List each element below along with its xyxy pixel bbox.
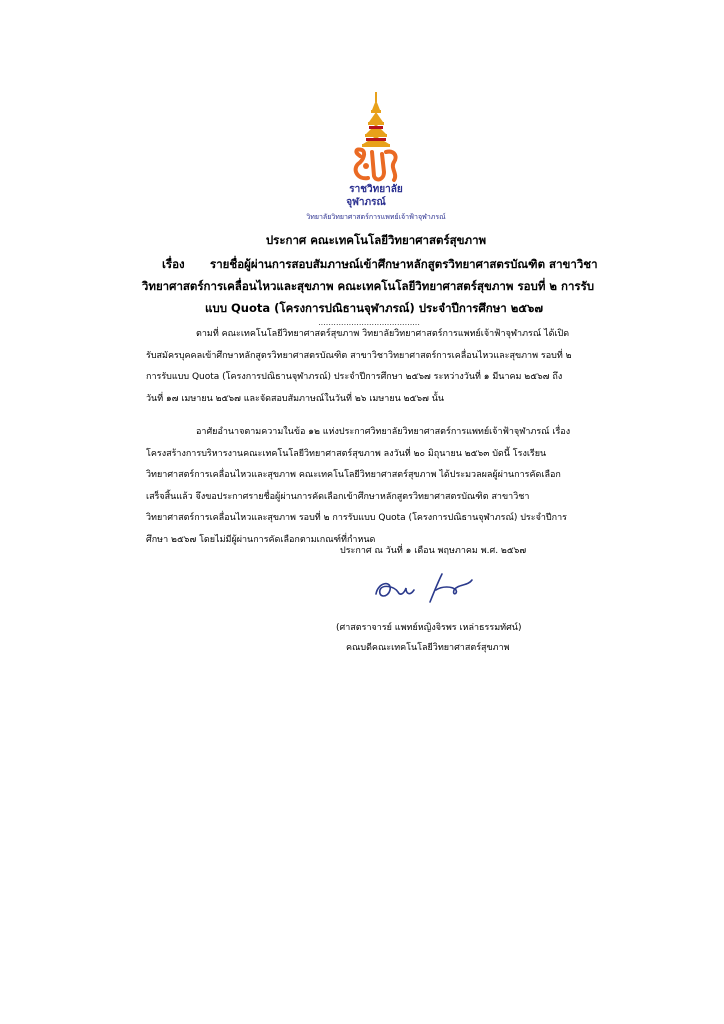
paragraph-2-line: วิทยาศาสตร์การเคลื่อนไหวและสุขภาพ รอบที่ ๒ การรับแบบ Quota (โครงการปณิธานจุฬาภรณ์) ประจำปีการ <box>146 513 567 523</box>
logo-name-line2: จุฬาภรณ์ <box>346 197 386 208</box>
logo-name-line1: ราชวิทยาลัย <box>349 184 403 195</box>
chulabhorn-royal-academy-logo <box>336 90 416 190</box>
separator-line: ........................................ <box>318 318 420 327</box>
subject-label: เรื่อง <box>162 257 185 271</box>
signer-name: (ศาสตราจารย์ แพทย์หญิงจิรพร เหล่าธรรมทัศน์) <box>336 623 522 633</box>
dean-signature <box>372 568 476 608</box>
paragraph-2-line: โครงสร้างการบริหารงานคณะเทคโนโลยีวิทยาศาสตร์สุขภาพ ลงวันที่ ๒๐ มิถุนายน ๒๕๖๓ บัดนี้ โรงเรียน <box>146 448 547 459</box>
announcement-title: ประกาศ คณะเทคโนโลยีวิทยาศาสตร์สุขภาพ <box>265 233 487 247</box>
subject-line-1: รายชื่อผู้ผ่านการสอบสัมภาษณ์เข้าศึกษาหลักสูตรวิทยาศาสตรบัณฑิต สาขาวิชา <box>210 257 598 271</box>
announcement-date: ประกาศ ณ วันที่ ๑ เดือน พฤษภาคม พ.ศ. ๒๕๖๗ <box>340 546 527 556</box>
paragraph-1-line: การรับแบบ Quota (โครงการปณิธานจุฬาภรณ์) ประจำปีการศึกษา ๒๕๖๗ ระหว่างวันที่ ๑ มีนาคม ๒๕๖๗ ถึง <box>146 372 563 382</box>
paragraph-2-line: ศึกษา ๒๕๖๗ โดยไม่มีผู้ผ่านการคัดเลือกตามเกณฑ์ที่กำหนด <box>146 534 376 545</box>
paragraph-2 <box>146 422 608 551</box>
paragraph-2-line: วิทยาศาสตร์การเคลื่อนไหวและสุขภาพ คณะเทคโนโลยีวิทยาศาสตร์สุขภาพ ได้ประมวลผลผู้ผ่านการคัดเลือก <box>146 470 561 480</box>
paragraph-1-line: ตามที่ คณะเทคโนโลยีวิทยาศาสตร์สุขภาพ วิทยาลัยวิทยาศาสตร์การแพทย์เจ้าฟ้าจุฬาภรณ์ ได้เปิด <box>196 329 570 339</box>
subject-row <box>162 256 598 274</box>
paragraph-1 <box>146 324 608 410</box>
signer-title: คณบดีคณะเทคโนโลยีวิทยาศาสตร์สุขภาพ <box>346 643 510 653</box>
paragraph-2-line: อาศัยอำนาจตามความในข้อ ๑๒ แห่งประกาศวิทยาลัยวิทยาศาสตร์การแพทย์เจ้าฟ้าจุฬาภรณ์ เรื่อง <box>196 427 571 437</box>
paragraph-1-line: วันที่ ๑๗ เมษายน ๒๕๖๗ และจัดสอบสัมภาษณ์ในวันที่ ๒๖ เมษายน ๒๕๖๗ นั้น <box>146 393 445 404</box>
paragraph-1-line: รับสมัครบุคคลเข้าศึกษาหลักสูตรวิทยาศาสตรบัณฑิต สาขาวิชาวิทยาศาสตร์การเคลื่อนไหวและสุขภาพ รอบที่ ๒ <box>146 350 572 361</box>
paragraph-2-line: เสร็จสิ้นแล้ว จึงขอประกาศรายชื่อผู้ผ่านการคัดเลือกเข้าศึกษาหลักสูตรวิทยาศาสตรบัณฑิต สาขาวิชา <box>146 491 530 502</box>
subject-line-2: วิทยาศาสตร์การเคลื่อนไหวและสุขภาพ คณะเทคโนโลยีวิทยาศาสตร์สุขภาพ รอบที่ ๒ การรับ <box>141 279 595 293</box>
logo-subtitle: วิทยาลัยวิทยาศาสตร์การแพทย์เจ้าฟ้าจุฬาภรณ์ <box>306 213 446 221</box>
subject-line-3: แบบ Quota (โครงการปณิธานจุฬาภรณ์) ประจำปีการศึกษา ๒๕๖๗ <box>205 301 543 315</box>
